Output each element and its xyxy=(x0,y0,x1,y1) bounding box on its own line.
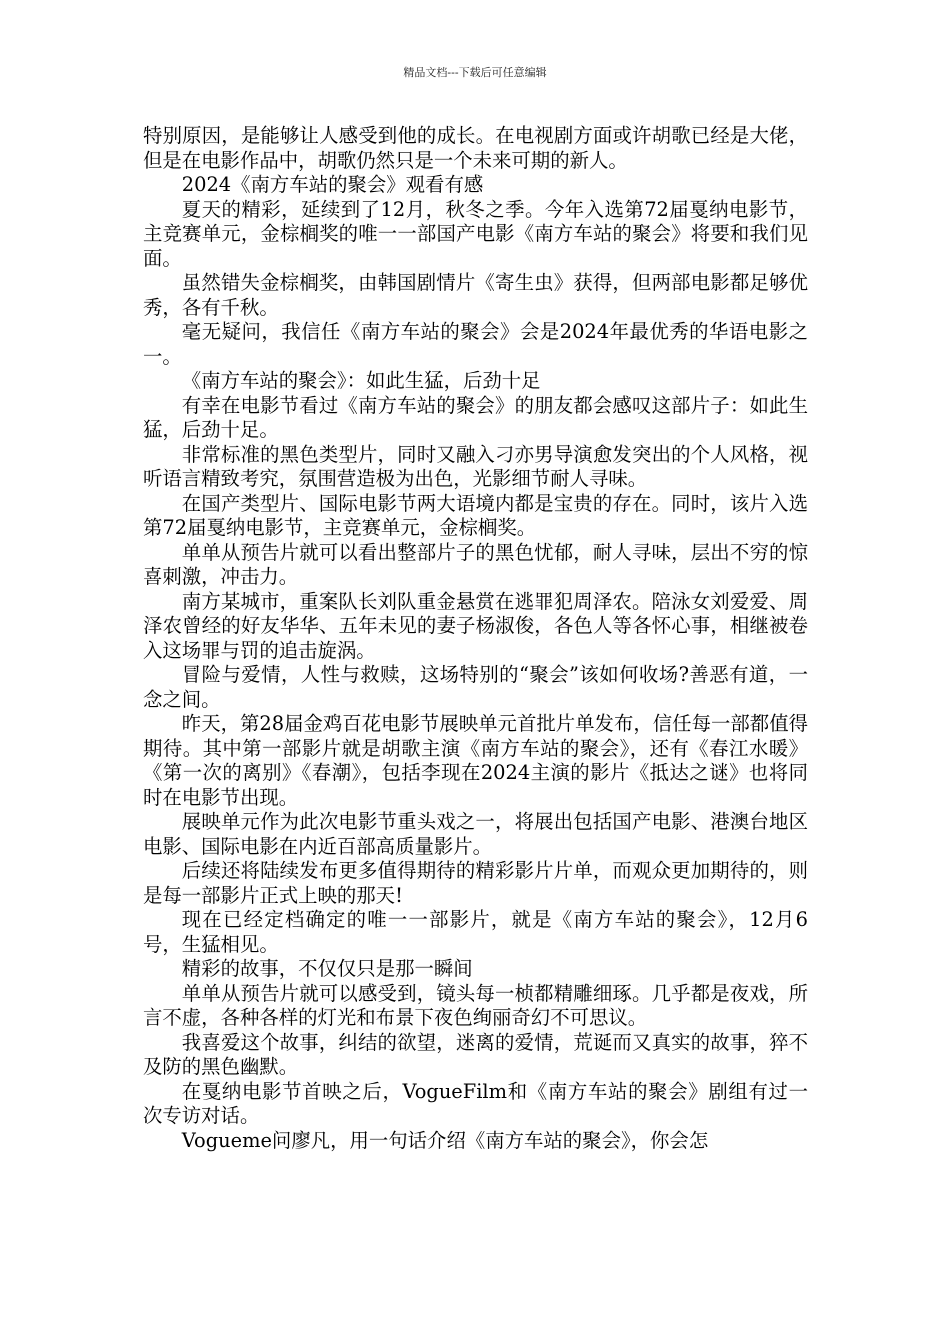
paragraph: 单单从预告片就可以看出整部片子的黑色忧郁，耐人寻味，层出不穷的惊喜刺激，冲击力。 xyxy=(143,540,808,588)
paragraph: 毫无疑问，我信任《南方车站的聚会》会是2024年最优秀的华语电影之一。 xyxy=(143,320,808,368)
paragraph: 展映单元作为此次电影节重头戏之一，将展出包括国产电影、港澳台地区电影、国际电影在内近百部高质量影片。 xyxy=(143,810,808,858)
paragraph: 我喜爱这个故事，纠结的欲望，迷离的爱情，荒诞而又真实的故事，猝不及防的黑色幽默。 xyxy=(143,1030,808,1078)
document-body xyxy=(143,124,808,1153)
paragraph: 夏天的精彩，延续到了12月，秋冬之季。今年入选第72届戛纳电影节，主竞赛单元，金棕榈奖的唯一一部国产电影《南方车站的聚会》将要和我们见面。 xyxy=(143,197,808,270)
paragraph: 虽然错失金棕榈奖，由韩国剧情片《寄生虫》获得，但两部电影都足够优秀，各有千秋。 xyxy=(143,271,808,319)
section-heading: 精彩的故事，不仅仅只是那一瞬间 xyxy=(181,957,473,980)
paragraph: 南方某城市，重案队长刘队重金悬赏在逃罪犯周泽农。陪泳女刘爱爱、周泽农曾经的好友华华、五年未见的妻子杨淑俊，各色人等各怀心事，相继被卷入这场罪与罚的追击旋涡。 xyxy=(143,589,808,662)
paragraph: 单单从预告片就可以感受到，镜头每一桢都精雕细琢。几乎都是夜戏，所言不虚，各种各样的灯光和布景下夜色绚丽奇幻不可思议。 xyxy=(143,981,808,1029)
page-header: 精品文档---下载后可任意编辑 xyxy=(403,66,547,79)
paragraph: 在戛纳电影节首映之后，VogueFilm和《南方车站的聚会》剧组有过一次专访对话。 xyxy=(143,1079,808,1127)
paragraph: 现在已经定档确定的唯一一部影片，就是《南方车站的聚会》，12月6号，生猛相见。 xyxy=(143,908,808,956)
paragraph: 冒险与爱情，人性与救赎，这场特别的“聚会”该如何收场?善恶有道，一念之间。 xyxy=(143,663,808,711)
section-heading: 《南方车站的聚会》：如此生猛，后劲十足 xyxy=(181,369,541,392)
paragraph: 有幸在电影节看过《南方车站的聚会》的朋友都会感叹这部片子：如此生猛，后劲十足。 xyxy=(143,393,808,441)
paragraph: 非常标准的黑色类型片，同时又融入刁亦男导演愈发突出的个人风格，视听语言精致考究，氛围营造极为出色，光影细节耐人寻味。 xyxy=(143,442,808,490)
paragraph: 特别原因，是能够让人感受到他的成长。在电视剧方面或许胡歌已经是大佬，但是在电影作品中，胡歌仍然只是一个未来可期的新人。 xyxy=(143,124,808,172)
paragraph: 昨天，第28届金鸡百花电影节展映单元首批片单发布，信任每一部都值得期待。其中第一部影片就是胡歌主演《南方车站的聚会》，还有《春江水暖》《第一次的离别》《春潮》，包括李现在2024主演的影片《抵达之谜》也将同时在电影节出现。 xyxy=(143,712,808,809)
paragraph: 在国产类型片、国际电影节两大语境内都是宝贵的存在。同时，该片入选第72届戛纳电影节，主竞赛单元，金棕榈奖。 xyxy=(143,491,808,539)
paragraph: 后续还将陆续发布更多值得期待的精彩影片片单，而观众更加期待的，则是每一部影片正式上映的那天! xyxy=(143,859,808,907)
section-heading: 2024《南方车站的聚会》观看有感 xyxy=(181,173,484,196)
paragraph: Vogueme问廖凡，用一句话介绍《南方车站的聚会》，你会怎 xyxy=(181,1128,709,1152)
